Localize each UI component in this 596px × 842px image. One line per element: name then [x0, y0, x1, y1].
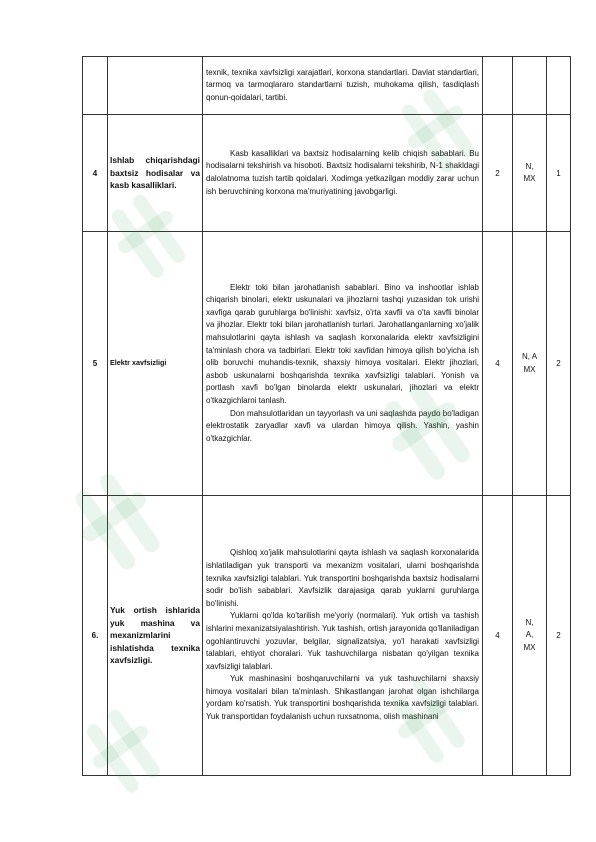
literature-line: MX: [523, 642, 536, 652]
content-cell: [203, 115, 483, 232]
topic-cell: Yuk ortish ishlarida yuk mashina va mexanizmlarini ishlatishda texnika xavfsizligi.: [108, 496, 203, 776]
hours-cell: 4: [483, 232, 513, 496]
hours-cell: 4: [483, 496, 513, 776]
content-paragraph: texnik, texnika xavfsizligi xarajatlari, korxona standartlari. Davlat standartlari, tarmoq va tarmoqlararo standartlarni tuzish, muhokama qilish, tasdiqlash qonun-qoidalari, tartibi.: [206, 67, 479, 102]
content-paragraph: Don mahsulotlaridan un tayyorlash va uni saqlashda paydo bo'ladigan elektrostatik zaryadlar xavfi va ulardan himoya qilish. Yashin, yashin o'tkazgichlar.: [206, 408, 479, 443]
row-number: 6.: [83, 496, 108, 776]
literature-line: MX: [523, 174, 536, 183]
content-cell: [203, 496, 483, 776]
syllabus-table: [82, 56, 571, 776]
content-paragraph: Yuklarni qo'lda ko'tarilish me'yoriy (normalari). Yuk ortish va tashish ishlarini mexanizatsiyalashtirish. Yuk tashish, ortish jarayonida qo'llaniladigan ogohlantiruvchi yozuvlar, belgilar, signalizatsiya, yo'l harakati xavfsizligi talablari, ehtiyot choralari. Yuk tashuvchilarga nisbatan qo'yilgan texnika xavfsizligi talablari.: [206, 611, 479, 671]
week-cell: 1: [547, 115, 571, 232]
literature-cell: [513, 115, 547, 232]
topic-cell: Elektr xavfsizligi: [108, 232, 203, 496]
week-cell: 2: [547, 232, 571, 496]
literature-cell: [513, 232, 547, 496]
literature-cell: [513, 496, 547, 776]
row-number: 4: [83, 115, 108, 232]
row-number: [83, 57, 108, 115]
literature-line: N,: [525, 617, 534, 627]
week-cell: 2: [547, 496, 571, 776]
content-paragraph: Kasb kasalliklari va baxtsiz hodisalarning kelib chiqish sabablari. Bu hodisalarni tekshirish va hisoboti. Baxtsiz hodisalarni tekshirib, N-1 shakldagi dalolatnoma tuzish tartib qoidalari. Xodimga yetkazilgan moddiy zarar uchun ish beruvchining korxona ma'muriyatining javobgarligi.: [206, 148, 479, 196]
literature-line: A,: [525, 630, 534, 640]
literature-line: N,: [525, 161, 534, 171]
table-row: [83, 496, 571, 776]
row-number: 5: [83, 232, 108, 496]
topic-cell: Ishlab chiqarishdagi baxtsiz hodisalar va kasb kasalliklari.: [108, 115, 203, 232]
table-row: [83, 232, 571, 496]
hours-cell: [483, 57, 513, 115]
table-row: [83, 115, 571, 232]
literature-line: N, A: [521, 352, 538, 361]
literature-cell: [513, 57, 547, 115]
content-paragraph: Qishloq xo'jalik mahsulotlarini qayta ishlash va saqlash korxonalarida ishlatiladigan yuk transporti va mexanizm vositalari, ularni boshqarishda texnika xavfsizligi talablari. Yuk transportini boshqarishda baxtsiz hodisalarni sodir bo'lish sabablari. Xavfsizlik darajasiga qarab yuklarni guruhlarga bo'linishi.: [206, 548, 479, 608]
content-cell: [203, 232, 483, 496]
literature-line: MX: [523, 364, 536, 374]
hours-cell: 2: [483, 115, 513, 232]
week-cell: [547, 57, 571, 115]
table-row: [83, 57, 571, 115]
content-cell: [203, 57, 483, 115]
content-paragraph: Elektr toki bilan jarohatlanish sabablari. Bino va inshootlar ishlab chiqarish binolari, elektr uskunalari va jihozlarni tashqi yuzasidan tok urishi xavfiga qarab guruhlarga bo'linishi: xavfsiz, o'rta xavfli va o'ta xavfli binolar va jihozlar. Elektr toki bilan jarohatlanish turlari. Jarohatlanganlarning xo'jalik mahsulotlarini qayta ishlash va saqlash korxonalarida elektr xavfsizligini ta'minlash chora va tadbirlari. Elektr toki xavfidan himoya qilish bo'yicha ish olib boruvchi muhandis-texnik, shaxsiy himoya vositalari. Elektr jihozlari, asbob uskunalarni boshqarishda texnika xavfsizligi talablari. Yonish va portlash xavfi bo'lgan binolarda elektr uskunalari, jihozlari va elektr o'tkazgichlarni tanlash.: [206, 282, 479, 405]
topic-cell: [108, 57, 203, 115]
content-paragraph: Yuk mashinasini boshqaruvchilarni va yuk tashuvchilarni shaxsiy himoya vositalari bilan ta'minlash. Shikastlangan jarohat olgan ishchilarga yordam ko'rsatish. Yuk transportini boshqarishda texnika xavfsizligi talablari. Yuk transportidan foydalanish uchun ruxsatnoma, olish mashinani: [206, 674, 479, 722]
